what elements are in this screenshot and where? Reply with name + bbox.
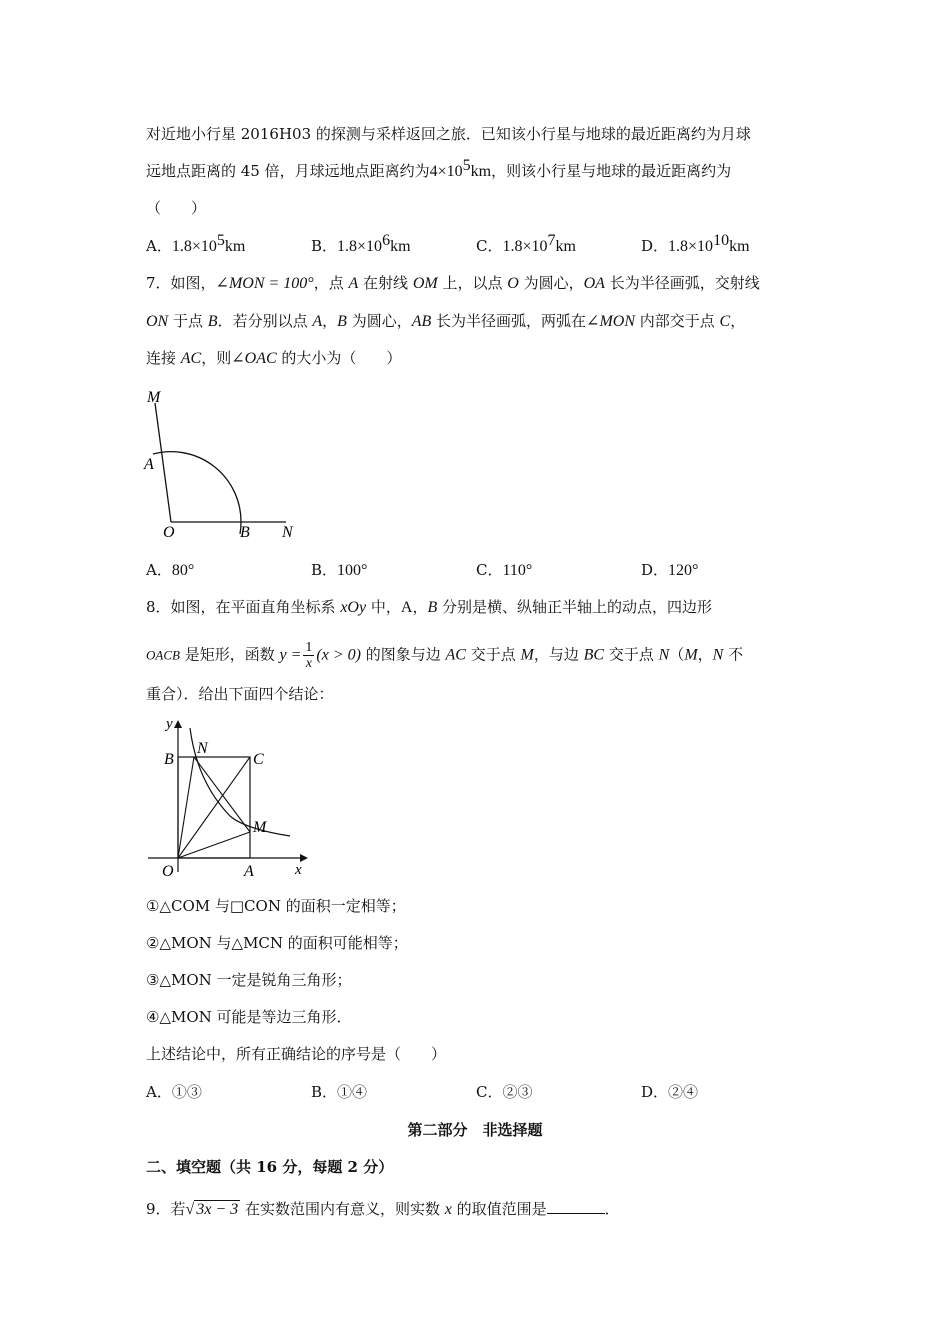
q7-figure	[136, 385, 306, 540]
q8-figure	[140, 712, 315, 882]
label-n: N	[282, 524, 293, 540]
label-x: x	[295, 862, 302, 878]
ray-om	[155, 403, 171, 522]
q8-line-1: 8．如图，在平面直角坐标系 xOy 中，A，B 分别是横、纵轴正半轴上的动点，四边形	[146, 598, 713, 616]
label-m: M	[147, 389, 161, 406]
label-o: O	[162, 863, 174, 880]
q7-line-1: 7．如图，∠MON = 100°，点 A 在射线 OM 上，以点 O 为圆心，OA 长为半径画弧，交射线	[146, 274, 760, 292]
q8-question: 上述结论中，所有正确结论的序号是（ ）	[146, 1045, 447, 1063]
q8-conclusion-2: ②△MON 与△MCN 的面积可能相等；	[146, 934, 408, 952]
q7-line-2: ON 于点 B．若分别以点 A，B 为圆心，AB 长为半径画弧，两弧在∠MON 内部交于点 C，	[146, 312, 746, 330]
q8-conclusion-1: ①△COM 与□CON 的面积一定相等；	[146, 897, 406, 915]
q6-line-2: 远地点距离的 45 倍，月球远地点距离约为$4\times 10^5km$，则该小行星与地球的最近距离约为	[146, 157, 732, 180]
y-axis-arrow	[174, 720, 182, 728]
q7-option-c: C．110°	[476, 561, 533, 579]
q6-line-3: （ ）	[146, 199, 207, 217]
q6-option-c: C．$1.8\times 10^7km$	[476, 232, 576, 255]
q9-answer-blank	[547, 1199, 605, 1214]
label-b: B	[240, 524, 250, 540]
q8-option-a: A．①③	[146, 1083, 202, 1101]
label-a: A	[144, 456, 154, 473]
label-m: M	[253, 819, 267, 836]
q8-option-c: C．②③	[476, 1083, 533, 1101]
label-y: y	[166, 716, 173, 732]
label-a: A	[244, 863, 254, 880]
q7-option-a: A．80°	[146, 561, 195, 579]
x-axis-arrow	[300, 854, 308, 862]
q6-line-1: 对近地小行星 2016H03 的探测与采样返回之旅．已知该小行星与地球的最近距离约为月球	[146, 125, 751, 143]
q7-option-d: D．120°	[641, 561, 699, 579]
section-fill-in-heading: 二、填空题（共 16 分，每题 2 分）	[146, 1158, 394, 1176]
label-o: O	[163, 524, 175, 540]
q8-line-3: 重合）．给出下面四个结论：	[146, 685, 334, 703]
part-two-title: 第二部分 非选择题	[407, 1121, 543, 1139]
label-c: C	[253, 751, 264, 768]
q8-conclusion-4: ④△MON 可能是等边三角形．	[146, 1008, 352, 1026]
segment-on	[178, 757, 194, 858]
q9-line: 9．若√ 3x − 3 在实数范围内有意义，则实数 x 的取值范围是 ．	[146, 1200, 620, 1218]
q8-option-b: B．①④	[311, 1083, 368, 1101]
q6-option-b: B．$1.8\times 10^6km$	[311, 232, 411, 255]
q6-option-d: D．$1.8\times 10^{10}km$	[641, 232, 750, 255]
q9-radicand: 3x − 3	[196, 1201, 239, 1218]
q8-line-2: OACB 是矩形，函数 y = $\frac{1}{x}$ (x > 0) 的图象与边 AC 交于点 M，与边 BC 交于点 N（M，N 不	[146, 640, 744, 671]
q7-line-3: 连接 AC，则∠OAC 的大小为（ ）	[146, 349, 402, 367]
q7-option-b: B．100°	[311, 561, 368, 579]
segment-oc	[178, 757, 250, 858]
q6-option-a: A．$1.8\times 10^5km$	[146, 232, 246, 255]
label-n: N	[197, 740, 208, 757]
label-b: B	[164, 751, 174, 768]
segment-om	[178, 832, 250, 858]
q8-conclusion-3: ③△MON 一定是锐角三角形；	[146, 971, 352, 989]
q8-option-d: D．②④	[641, 1083, 699, 1101]
